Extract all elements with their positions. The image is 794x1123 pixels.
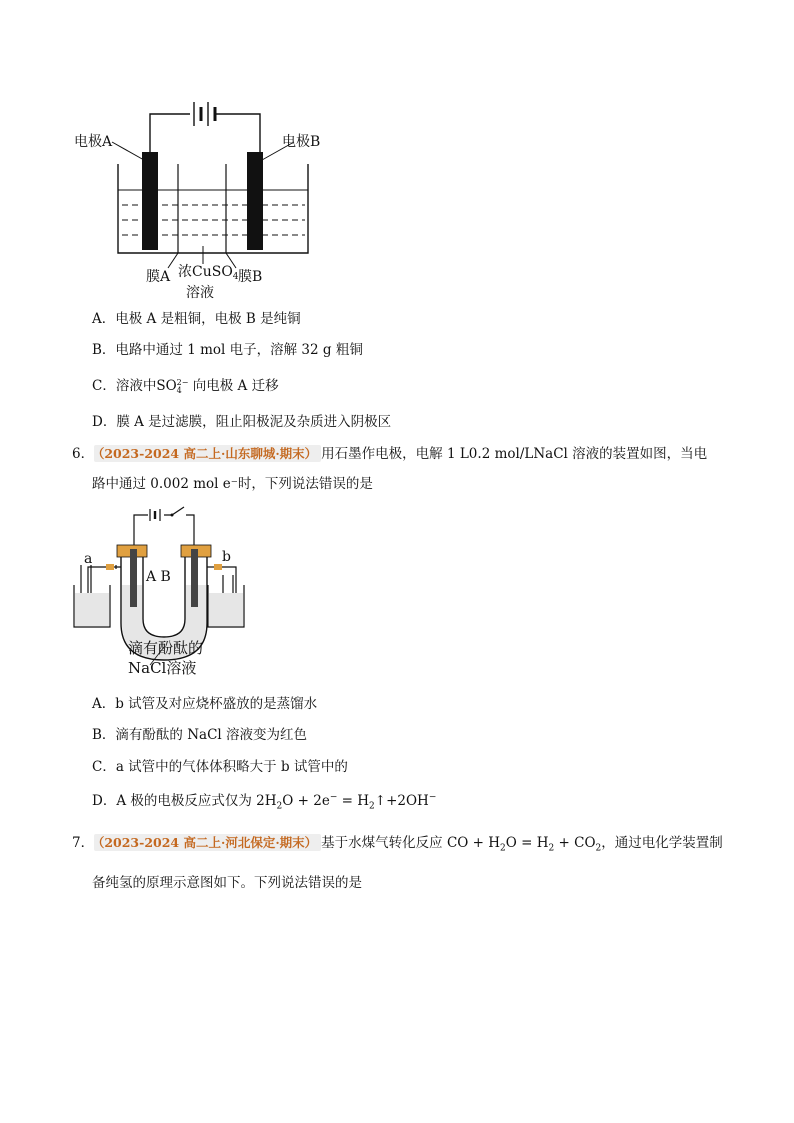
q5-option-c-pre: C．溶液中 <box>92 378 157 394</box>
q7-stem-mid2: + CO <box>554 835 596 851</box>
diagram-u-tube-electrolysis <box>72 505 252 685</box>
label-membrane-b: 膜B <box>238 269 263 285</box>
caption-line2: NaCl溶液 <box>128 659 197 677</box>
q6-option-d-pre: D．A 极的电极反应式仅为 2H <box>92 793 277 809</box>
q6-option-d-post: ↑+2OH <box>374 793 429 809</box>
q7-source-tag: （2023-2024 高二上·河北保定·期末） <box>94 834 321 851</box>
label-tube-a: a <box>84 551 93 567</box>
q6-option-d[interactable] <box>92 792 436 810</box>
label-electrodes-ab: A B <box>146 569 171 585</box>
q6-option-d-mid2: = H <box>337 793 370 809</box>
sub-co2: 2 <box>595 843 602 854</box>
sub-2b: 2 <box>369 801 375 812</box>
q6-option-d-mid1: O + 2e <box>282 793 330 809</box>
sub-2: 2 <box>276 801 283 812</box>
q7-stem-mid: O = H <box>505 835 549 851</box>
caption-line1: 滴有酚酞的 <box>128 639 204 657</box>
q6-source-tag: （2023-2024 高二上·山东聊城·期末） <box>94 445 321 462</box>
q5-option-b[interactable]: B．电路中通过 1 mol 电子，溶解 32 g 粗铜 <box>92 342 363 358</box>
q6-stem-text1: 用石墨作电极，电解 1 L0.2 mol/LNaCl 溶液的装置如图，当电 <box>321 446 708 462</box>
q6-option-b[interactable]: B．滴有酚酞的 NaCl 溶液变为红色 <box>92 727 308 743</box>
sulfate-ion: SO 2− 4 <box>156 377 189 395</box>
q6-stem-line2: 路中通过 0.002 mol e⁻时，下列说法错误的是 <box>92 476 373 492</box>
q7-stem-line2: 备纯氢的原理示意图如下。下列说法错误的是 <box>92 875 362 891</box>
sup-minus: − <box>329 792 338 803</box>
sub-h2: 2 <box>548 843 555 854</box>
label-electrode-a: 电极A <box>74 134 113 150</box>
q6-stem-line1 <box>72 445 707 463</box>
label-solution-line1: 浓CuSO$_4$ <box>178 264 239 282</box>
label-tube-b: b <box>222 549 231 565</box>
q5-option-a[interactable]: A．电极 A 是粗铜，电极 B 是纯铜 <box>92 311 301 327</box>
diagram-copper-refining <box>60 88 360 303</box>
label-membrane-a: 膜A <box>146 269 171 285</box>
q6-option-a[interactable]: A．b 试管及对应烧杯盛放的是蒸馏水 <box>92 696 318 712</box>
q5-option-d[interactable]: D．膜 A 是过滤膜，阻止阳极泥及杂质进入阴极区 <box>92 414 392 430</box>
q7-stem-pre: 基于水煤气转化反应 CO + H <box>321 835 501 851</box>
sub-h2o: 2 <box>500 843 506 854</box>
q6-option-c[interactable]: C．a 试管中的气体体积略大于 b 试管中的 <box>92 759 348 775</box>
label-electrode-b: 电极B <box>282 134 321 150</box>
q7-stem-post: ，通过电化学装置制 <box>601 835 723 851</box>
q5-option-c-post: 向电极 A 迁移 <box>188 378 279 394</box>
label-solution-line2: 溶液 <box>186 285 214 301</box>
q7-number: 7． <box>72 835 95 851</box>
q6-number: 6． <box>72 446 95 462</box>
q7-stem-line1 <box>72 834 723 852</box>
sup-minus-b: − <box>428 792 437 803</box>
q5-option-c[interactable] <box>92 377 279 395</box>
